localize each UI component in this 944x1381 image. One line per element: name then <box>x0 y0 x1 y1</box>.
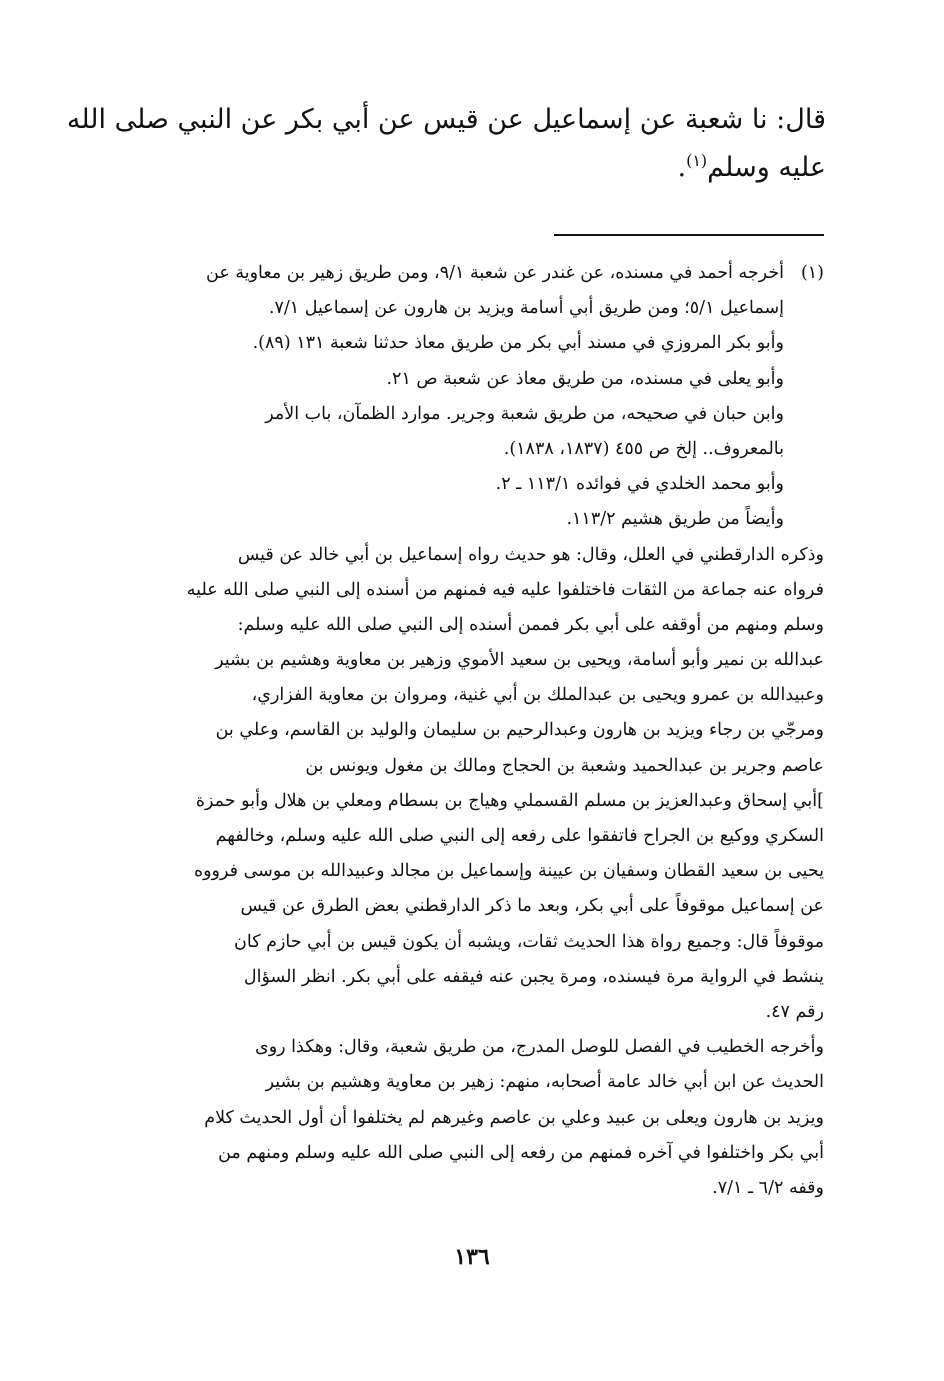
footnotes <box>124 256 824 1206</box>
footnote-reference: (١) <box>686 151 708 170</box>
footnote-line: ]أبي إسحاق وعبدالعزيز بن مسلم القسملي وهياج بن بسطام ومعلي بن هلال وأبو حمزة <box>195 790 824 811</box>
footnote-line: وأبو بكر المروزي في مسند أبي بكر من طريق معاذ حدثنا شعبة ١٣١ (٨٩). <box>252 333 784 354</box>
footnote-line: وأيضاً من طريق هشيم ١١٣/٢. <box>566 509 784 530</box>
main-text-line-2: عليه وسلم <box>707 152 826 183</box>
footnote-line: وابن حبان في صحيحه، من طريق شعبة وجرير. موارد الظمآن، باب الأمر <box>265 403 784 424</box>
footnote-line: وسلم ومنهم من أوقفه على أبي بكر فممن أسنده إلى النبي صلى الله عليه وسلم: <box>237 614 824 635</box>
main-text <box>66 96 826 192</box>
footnote-line: ويزيد بن هارون ويعلى بن عبيد وعلي بن عاصم وغيرهم لم يختلفوا أن أول الحديث كلام <box>204 1107 824 1128</box>
footnote-line: وذكره الدارقطني في العلل، وقال: هو حديث رواه إسماعيل بن أبي خالد عن قيس <box>237 544 824 565</box>
footnote-line: وقفه ٦/٢ ـ ٧/١. <box>712 1177 824 1198</box>
footnote-separator-rule <box>554 234 824 236</box>
footnote-line: بالمعروف.. إلخ ص ٤٥٥ (١٨٣٧، ١٨٣٨). <box>503 438 784 459</box>
main-text-line <box>126 144 826 192</box>
footnote-line <box>124 256 824 291</box>
footnote-line: عاصم وجرير بن عبدالحميد وشعبة بن الحجاج ومالك بن مغول ويونس بن <box>305 755 824 776</box>
footnote-line: فرواه عنه جماعة من الثقات فاختلفوا عليه فيه فمنهم من أسنده إلى النبي صلى الله عليه <box>186 579 824 600</box>
footnote-line: وأخرجه الخطيب في الفصل للوصل المدرج، من طريق شعبة، وقال: وهكذا روى <box>255 1037 824 1058</box>
main-text-line: قال: نا شعبة عن إسماعيل عن قيس عن أبي بكر عن النبي صلى الله <box>66 104 826 135</box>
footnote-number: (١) <box>800 263 824 283</box>
end-punctuation: . <box>677 152 687 183</box>
footnote-line: وأبو محمد الخلدي في فوائده ١١٣/١ ـ ٢. <box>495 474 784 495</box>
page-number: ١٣٦ <box>454 1244 490 1270</box>
footnote-line: ومرجّي بن رجاء ويزيد بن هارون وعبدالرحيم بن سليمان والوليد بن القاسم، وعلي بن <box>215 720 824 741</box>
footnote-line: عن إسماعيل موقوفاً على أبي بكر، وبعد ما ذكر الدارقطني بعض الطرق عن قيس <box>240 896 824 917</box>
footnote-line: ينشط في الرواية مرة فيسنده، ومرة يجبن عنه فيقفه على أبي بكر. انظر السؤال <box>243 966 824 987</box>
footnote-line: الحديث عن ابن أبي خالد عامة أصحابه، منهم: زهير بن معاوية وهشيم بن بشير <box>265 1072 824 1093</box>
footnote-line: أبي بكر واختلفوا في آخره فمنهم من رفعه إلى النبي صلى الله عليه وسلم ومنهم من <box>218 1142 824 1163</box>
footnote-line: السكري ووكيع بن الجراح فاتفقوا على رفعه إلى النبي صلى الله عليه وسلم، وخالفهم <box>215 826 824 846</box>
footnote-line: إسماعيل ٥/١؛ ومن طريق أبي أسامة ويزيد بن هارون عن إسماعيل ٧/١. <box>268 298 784 319</box>
footnote-line: عبدالله بن نمير وأبو أسامة، ويحيى بن سعيد الأموي وزهير بن معاوية وهشيم بن بشير <box>215 650 824 671</box>
footnote-line: رقم ٤٧. <box>765 1001 824 1022</box>
footnote-line: موقوفاً قال: وجميع رواة هذا الحديث ثقات، ويشبه أن يكون قيس بن أبي حازم كان <box>234 931 824 952</box>
footnote-line: وعبيدالله بن عمرو ويحيى بن عبدالملك بن أبي غنية، ومروان بن معاوية الفزاري، <box>251 685 824 706</box>
footnote-line: وأبو يعلى في مسنده، من طريق معاذ عن شعبة ص ٢١. <box>386 368 784 389</box>
footnote-line: يحيى بن سعيد القطان وسفيان بن عيينة وإسماعيل بن مجالد وعبيدالله بن موسى فرووه <box>193 861 824 882</box>
footnote-line-text: أخرجه أحمد في مسنده، عن غندر عن شعبة ٩/١، ومن طريق زهير بن معاوية عن <box>206 263 784 283</box>
